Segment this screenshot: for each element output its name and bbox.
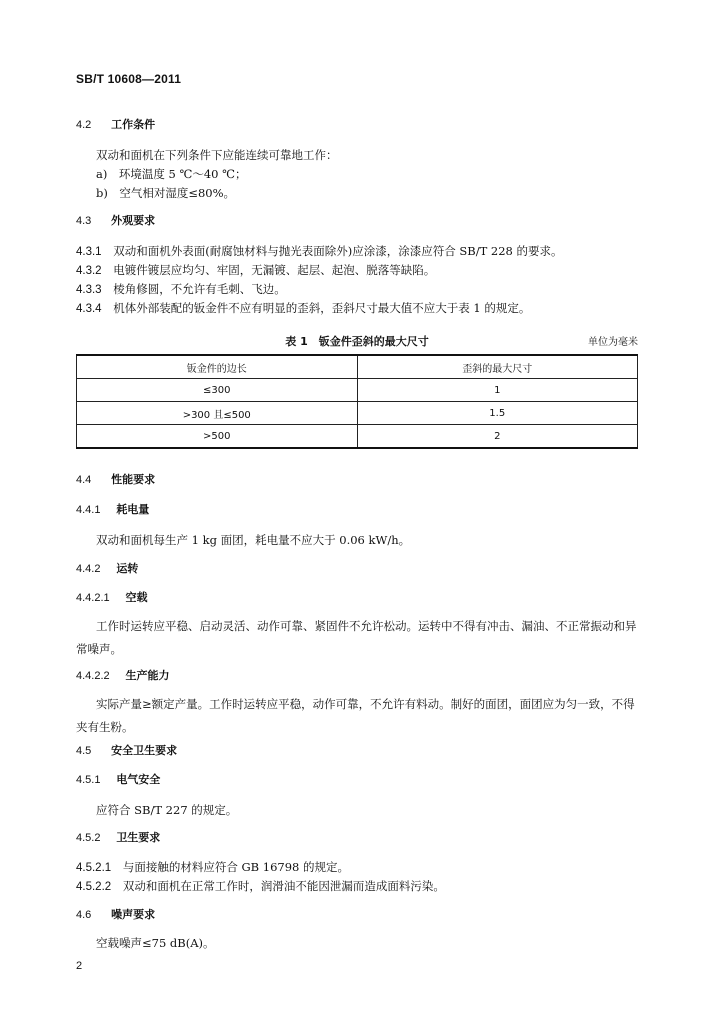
- section-title: 安全卫生要求: [111, 744, 178, 757]
- clause-4-3-2: [76, 263, 435, 278]
- section-title: 卫生要求: [116, 831, 161, 844]
- section-title: 电气安全: [116, 773, 161, 786]
- section-number: 4.6: [76, 909, 92, 921]
- section-number: 4.5: [76, 745, 92, 757]
- section-title: 性能要求: [111, 473, 156, 486]
- section-number: 4.5.1: [76, 774, 101, 786]
- table-row: [77, 379, 638, 402]
- section-number: 4.3: [76, 215, 92, 227]
- clause-number: 4.5.2.1: [76, 862, 112, 874]
- table-cell: >500: [77, 425, 358, 449]
- clause-4-3-1: [76, 244, 563, 259]
- section-4-4-1-heading: [76, 503, 149, 517]
- paragraph: 双动和面机在下列条件下应能连续可靠地工作：: [96, 148, 338, 162]
- page-number: 2: [76, 960, 83, 972]
- clause-text: 与面接触的材料应符合 GB 16798 的规定。: [122, 860, 350, 874]
- clause-number: 4.5.2.2: [76, 881, 112, 893]
- paragraph: 双动和面机每生产 1 kg 面团，耗电量不应大于 0.06 kW/h。: [96, 533, 411, 547]
- clause-number: 4.3.2: [76, 265, 102, 277]
- section-title: 噪声要求: [111, 908, 156, 921]
- paragraph: 实际产量≥额定产量。工作时运转应平稳，动作可靠，不允许有料动。制好的面团，面团应为匀一致，不得夹有生粉。: [76, 697, 635, 734]
- clause-4-3-3: [76, 282, 286, 297]
- section-4-4-2-2-heading: [76, 669, 169, 683]
- section-4-4-2-1-heading: [76, 591, 147, 605]
- clause-text: 双动和面机外表面(耐腐蚀材料与抛光表面除外)应涂漆，涂漆应符合 SB/T 228 的要求。: [113, 244, 563, 258]
- section-4-4-heading: [76, 473, 155, 487]
- table-cell: ≤300: [77, 379, 358, 402]
- clause-number: 4.3.3: [76, 284, 102, 296]
- table-cell: >300 且≤500: [77, 402, 358, 425]
- section-number: 4.4.1: [76, 504, 101, 516]
- clause-4-5-2-2: [76, 879, 445, 894]
- table-row: [77, 425, 638, 449]
- clause-text: 电镀件镀层应均匀、牢固，无漏镀、起层、起泡、脱落等缺陷。: [113, 263, 436, 277]
- clause-number: 4.3.1: [76, 246, 102, 258]
- section-number: 4.4.2.2: [76, 670, 110, 682]
- clause-text: 棱角修圆，不允许有毛刺、飞边。: [113, 282, 286, 296]
- section-number: 4.5.2: [76, 832, 101, 844]
- clause-4-3-4: [76, 301, 530, 316]
- section-4-6-heading: [76, 908, 155, 922]
- paragraph: 应符合 SB/T 227 的规定。: [96, 803, 238, 817]
- section-4-4-2-heading: [76, 562, 138, 576]
- section-number: 4.4.2: [76, 563, 101, 575]
- section-title: 空载: [125, 591, 148, 604]
- section-title: 外观要求: [111, 214, 156, 227]
- table-title: 表 1 钣金件歪斜的最大尺寸: [285, 335, 429, 348]
- section-4-5-heading: [76, 744, 177, 758]
- section-4-5-2-heading: [76, 831, 160, 845]
- section-title: 生产能力: [125, 669, 170, 682]
- paragraph: 工作时运转应平稳、启动灵活、动作可靠、紧固件不允许松动。运转中不得有冲击、漏油、不正常振动和异常噪声。: [76, 619, 637, 656]
- clause-4-5-2-1: [76, 860, 349, 875]
- list-item: b) 空气相对湿度≤80%。: [96, 186, 236, 200]
- section-4-5-1-heading: [76, 773, 160, 787]
- section-4-2-heading: [76, 118, 155, 132]
- section-title: 工作条件: [111, 118, 156, 131]
- table-cell: 1.5: [357, 402, 638, 425]
- table-row: [77, 402, 638, 425]
- table-unit: 单位为毫米: [588, 337, 638, 348]
- document-code: SB/T 10608—2011: [76, 72, 182, 86]
- section-title: 运转: [116, 562, 139, 575]
- clause-text: 机体外部装配的钣金件不应有明显的歪斜，歪斜尺寸最大值不应大于表 1 的规定。: [113, 301, 531, 315]
- table-caption: [76, 333, 638, 349]
- section-4-3-heading: [76, 214, 155, 228]
- clause-number: 4.3.4: [76, 303, 102, 315]
- section-number: 4.2: [76, 119, 92, 131]
- section-number: 4.4: [76, 474, 92, 486]
- list-item: a) 环境温度 5 ℃～40 ℃；: [96, 167, 247, 181]
- table-cell: 2: [357, 425, 638, 449]
- table-header-cell: 歪斜的最大尺寸: [357, 355, 638, 379]
- table-header-cell: 钣金件的边长: [77, 355, 358, 379]
- table-cell: 1: [357, 379, 638, 402]
- section-number: 4.4.2.1: [76, 592, 110, 604]
- section-title: 耗电量: [116, 503, 150, 516]
- paragraph: 空载噪声≤75 dB(A)。: [96, 936, 215, 950]
- table-header-row: [77, 355, 638, 379]
- clause-text: 双动和面机在正常工作时，润滑油不能因泄漏而造成面料污染。: [122, 879, 445, 893]
- table-1: [76, 354, 638, 449]
